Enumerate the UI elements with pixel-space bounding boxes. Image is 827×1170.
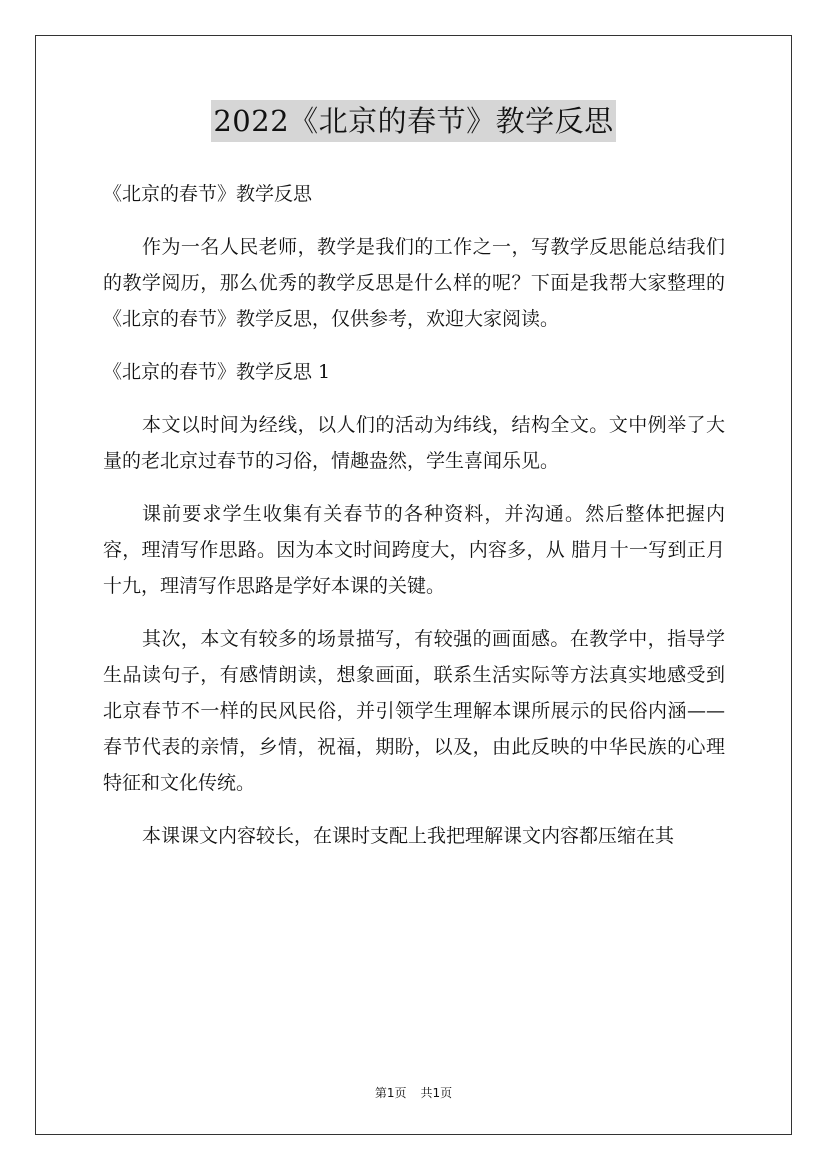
body-paragraph: 其次，本文有较多的场景描写，有较强的画面感。在教学中，指导学生品读句子，有感情朗读，想象画面，联系生活实际等方法真实地感受到北京春节不一样的民风民俗，并引领学生理解本课所展示的民俗内涵——春节代表的亲情，乡情，祝福，期盼，以及，由此反映的中华民族的心理特征和文化传统。 (103, 628, 725, 794)
page-footer (0, 1085, 827, 1101)
section-heading: 《北京的春节》教学反思 1 (103, 361, 331, 383)
body-paragraph: 本课课文内容较长，在课时支配上我把理解课文内容都压缩在其 (142, 825, 675, 847)
body-paragraph: 课前要求学生收集有关春节的各种资料，并沟通。然后整体把握内容，理清写作思路。因为本文时间跨度大，内容多，从 腊月十一写到正月十九，理清写作思路是学好本课的关键。 (103, 503, 725, 597)
body-paragraph: 本文以时间为经线，以人们的活动为纬线，结构全文。文中例举了大量的老北京过春节的习俗，情趣盎然，学生喜闻乐见。 (103, 414, 725, 472)
page-number-total: 共1页 (420, 1086, 453, 1100)
document-title-text: 2022《北京的春节》教学反思 (211, 100, 615, 142)
section-heading: 《北京的春节》教学反思 (103, 183, 313, 205)
page-number-current: 第1页 (374, 1086, 407, 1100)
body-paragraph: 作为一名人民老师，教学是我们的工作之一，写教学反思能总结我们的教学阅历，那么优秀的教学反思是什么样的呢？下面是我帮大家整理的《北京的春节》教学反思，仅供参考，欢迎大家阅读。 (103, 236, 725, 330)
document-body (103, 176, 725, 871)
document-title (0, 100, 827, 142)
